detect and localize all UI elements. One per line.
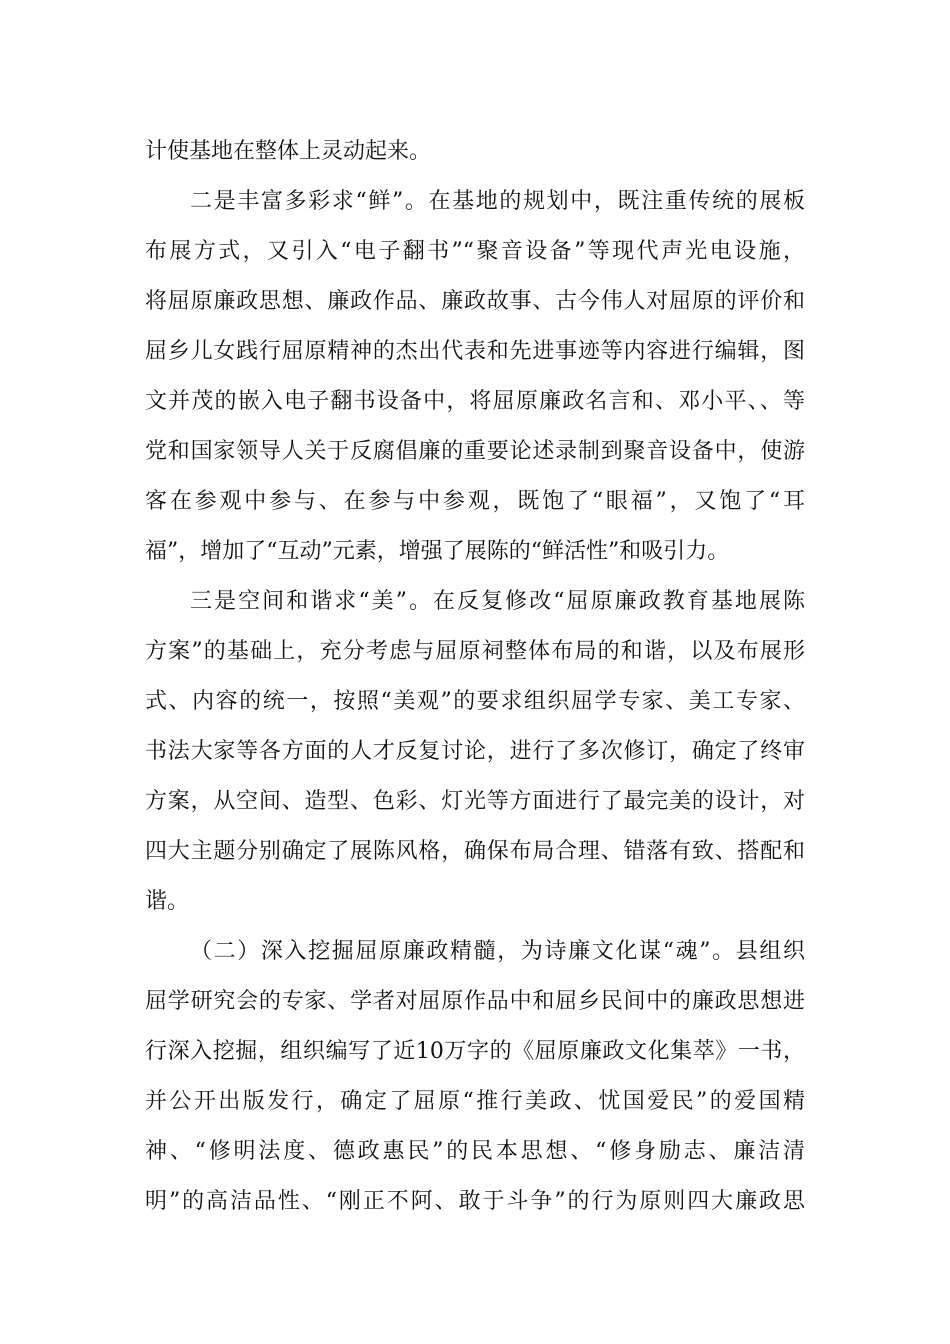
text-line: 客在参观中参与、在参与中参观，既饱了“眼福”，又饱了“耳 (145, 489, 805, 514)
text-line: 书法大家等各方面的人才反复讨论，进行了多次修订，确定了终审 (145, 739, 805, 764)
paragraph-start-line: （二）深入挖掘屈原廉政精髓，为诗廉文化谋“魂”。县组织 (190, 939, 805, 964)
paragraph-start-line: 二是丰富多彩求“鲜”。在基地的规划中，既注重传统的展板 (190, 189, 805, 214)
text-line: 四大主题分别确定了展陈风格，确保布局合理、错落有致、搭配和 (145, 839, 805, 864)
text-line: 方案，从空间、造型、色彩、灯光等方面进行了最完美的设计，对 (145, 789, 805, 814)
text-line: 党和国家领导人关于反腐倡廉的重要论述录制到聚音设备中，使游 (145, 439, 805, 464)
text-line: 行深入挖掘，组织编写了近10万字的《屈原廉政文化集萃》一书， (145, 1039, 805, 1064)
text-line: 方案”的基础上，充分考虑与屈原祠整体布局的和谐，以及布展形 (145, 639, 805, 664)
text-line: 并公开出版发行，确定了屈原“推行美政、忧国爱民”的爱国精 (145, 1089, 805, 1114)
paragraph-start-line: 三是空间和谐求“美”。在反复修改“屈原廉政教育基地展陈 (190, 589, 805, 614)
text-line: 文并茂的嵌入电子翻书设备中，将屈原廉政名言和、邓小平、、等 (145, 389, 805, 414)
text-line: 明”的高洁品性、“刚正不阿、敢于斗争”的行为原则四大廉政思 (145, 1189, 805, 1214)
text-line: 谐。 (145, 889, 190, 914)
text-line: 将屈原廉政思想、廉政作品、廉政故事、古今伟人对屈原的评价和 (145, 289, 805, 314)
text-line: 屈学研究会的专家、学者对屈原作品中和屈乡民间中的廉政思想进 (145, 989, 805, 1014)
text-line: 神、“修明法度、德政惠民”的民本思想、“修身励志、廉洁清 (145, 1139, 805, 1164)
text-line: 布展方式，又引入“电子翻书”“聚音设备”等现代声光电设施， (145, 239, 805, 264)
text-line: 屈乡儿女践行屈原精神的杰出代表和先进事迹等内容进行编辑，图 (145, 339, 805, 364)
text-line: 式、内容的统一，按照“美观”的要求组织屈学专家、美工专家、 (145, 689, 805, 714)
text-line: 福”，增加了“互动”元素，增强了展陈的“鲜活性”和吸引力。 (145, 539, 730, 564)
text-line: 计使基地在整体上灵动起来。 (145, 139, 432, 164)
